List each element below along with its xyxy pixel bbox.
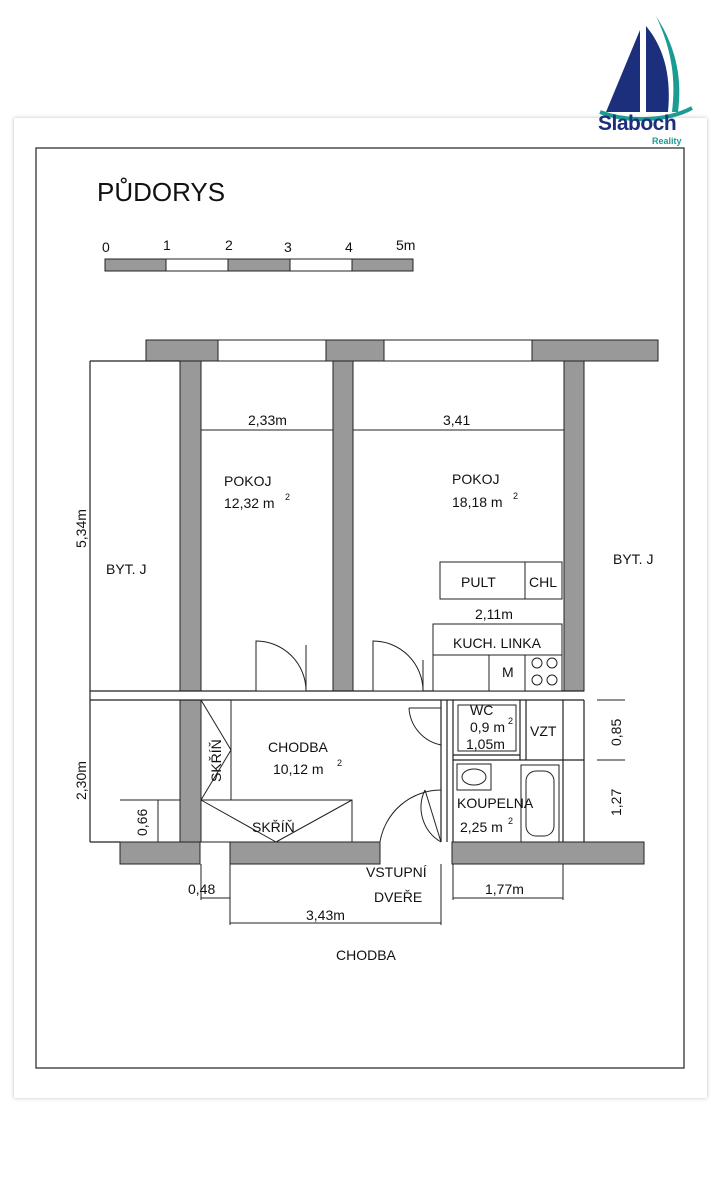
scale-tick: 0 — [102, 239, 110, 255]
brand-name: Slaboch — [598, 112, 677, 135]
label-byt-right: BYT. J — [613, 551, 654, 567]
room-area-pokoj-right: 18,18 m — [452, 494, 503, 510]
room-name-pokoj-right: POKOJ — [452, 471, 500, 487]
scale-tick: 3 — [284, 239, 292, 255]
area-superscript: 2 — [508, 716, 514, 726]
room-area-chodba: 10,12 m — [273, 761, 324, 777]
label-skrin-horizontal: SKŘÍŇ — [252, 819, 295, 835]
dim-wc-width: 1,05m — [466, 736, 505, 752]
label-chodba-outside: CHODBA — [336, 947, 396, 963]
area-superscript: 2 — [513, 491, 519, 501]
scale-tick: 4 — [345, 239, 353, 255]
scale-tick: 2 — [225, 237, 233, 253]
scale-tick: 1 — [163, 237, 171, 253]
dim-height-bottom: 2,30m — [73, 761, 89, 800]
brand-sub: Reality — [652, 136, 682, 146]
label-dvere: DVEŘE — [374, 889, 423, 905]
label-chl: CHL — [529, 574, 558, 590]
label-skrin-vertical: SKŘÍŇ — [208, 739, 224, 782]
dim-right-085: 0,85 — [608, 718, 624, 746]
label-byt-left: BYT. J — [106, 561, 147, 577]
plan-frame — [36, 148, 684, 1068]
label-vzt: VZT — [530, 723, 557, 739]
scale-bar — [102, 237, 415, 271]
room-area-pokoj-left: 12,32 m — [224, 495, 275, 511]
dim-small-066: 0,66 — [134, 808, 150, 836]
room-name-wc: WC — [470, 702, 494, 718]
room-area-wc: 0,9 m — [470, 719, 506, 735]
label-m: M — [502, 664, 514, 680]
dim-pokoj-right-width: 3,41 — [443, 412, 471, 428]
label-pult: PULT — [461, 574, 496, 590]
floor-plan-drawing — [14, 118, 707, 1098]
dim-bottom-177: 1,77m — [485, 881, 524, 897]
scale-tick: 5m — [396, 237, 416, 253]
room-name-pokoj-left: POKOJ — [224, 473, 272, 489]
dim-height-top: 5,34m — [73, 509, 89, 548]
room-name-chodba: CHODBA — [268, 739, 328, 755]
area-superscript: 2 — [508, 816, 514, 826]
dim-bottom-343: 3,43m — [306, 907, 345, 923]
dim-right-127: 1,27 — [608, 788, 624, 816]
floor-plan-page — [14, 118, 707, 1098]
label-vstupni: VSTUPNÍ — [366, 864, 427, 880]
plan-title: PŮDORYS — [97, 177, 226, 207]
dim-bottom-048: 0,48 — [188, 881, 216, 897]
label-kuch-linka: KUCH. LINKA — [453, 635, 541, 651]
dim-pokoj-left-width: 2,33m — [248, 412, 287, 428]
room-area-koupelna: 2,25 m — [460, 819, 503, 835]
area-superscript: 2 — [285, 492, 291, 502]
room-name-koupelna: KOUPELNA — [457, 795, 534, 811]
area-superscript: 2 — [337, 758, 343, 768]
dim-kitchen-width: 2,11m — [475, 606, 513, 622]
